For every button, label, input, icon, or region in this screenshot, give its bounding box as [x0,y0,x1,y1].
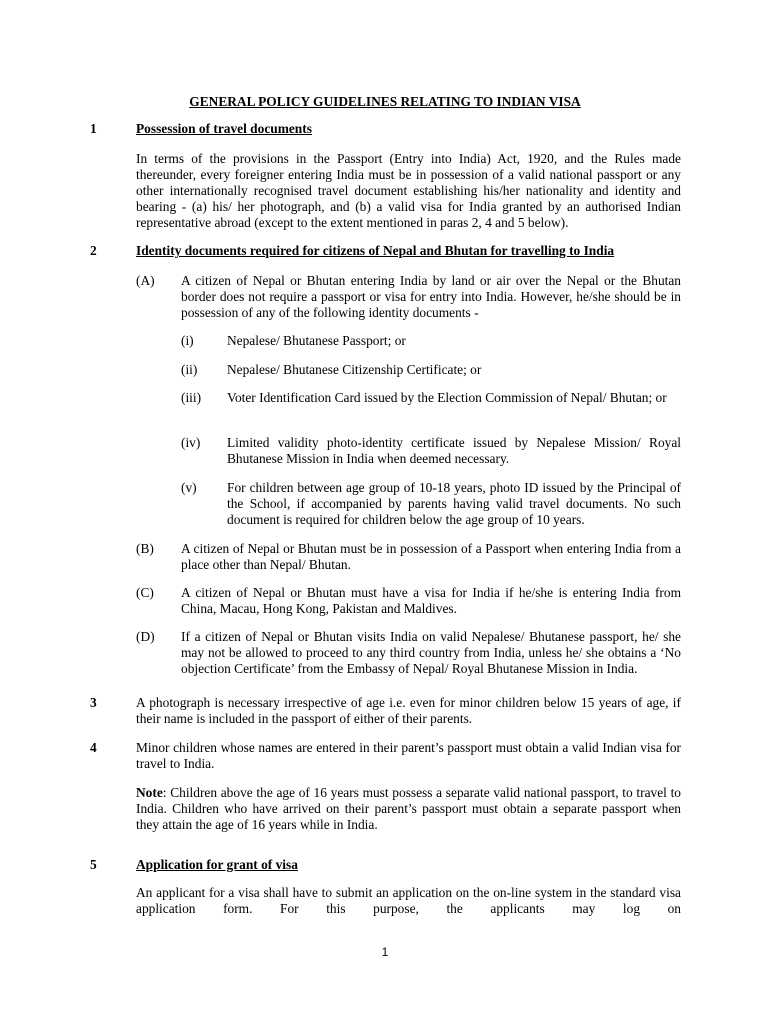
section-4-text: Minor children whose names are entered in their parent’s passport must obtain a valid Indian visa for travel to India. [136,740,681,771]
item-C-text: A citizen of Nepal or Bhutan must have a visa for India if he/she is entering India from China, Macau, Hong Kong, Pakistan and Maldives. [181,585,681,616]
subitem-iii-label: (iii) [181,390,202,405]
subitem-iv-label: (iv) [181,435,201,450]
item-A-text: A citizen of Nepal or Bhutan entering India by land or air over the Nepal or the Bhutan border does not require a passport or visa for entry into India. However, he/she should be in possession of any of the following identity documents - [181,273,681,320]
note-label: Note [136,785,163,800]
section-3-text: A photograph is necessary irrespective of age i.e. even for minor children below 15 years of age, if their name is included in the passport of either of their parents. [136,695,681,726]
subitem-iv-text: Limited validity photo-identity certificate issued by Nepalese Mission/ Royal Bhutanese Mission in India when deemed necessary. [227,435,681,466]
subitem-i-label: (i) [181,333,194,348]
item-C-label: (C) [136,585,154,600]
page-number: 1 [381,945,389,959]
subitem-i-text: Nepalese/ Bhutanese Passport; or [227,333,406,348]
section-4-note [136,785,681,833]
item-A-label: (A) [136,273,155,288]
document-title: GENERAL POLICY GUIDELINES RELATING TO INDIAN VISA [189,94,581,109]
subitem-iii-text: Voter Identification Card issued by the Election Commission of Nepal/ Bhutan; or [227,390,667,405]
section-5-number: 5 [90,857,97,872]
item-D-label: (D) [136,629,155,644]
section-5-text: An applicant for a visa shall have to submit an application on the on-line system in the standard visa application form. For this purpose, the applicants may log on [136,885,681,916]
item-D-text: If a citizen of Nepal or Bhutan visits India on valid Nepalese/ Bhutanese passport, he/ she may not be allowed to proceed to any third country from India, unless he/ she obtains a ‘No objection Certificate’ from the Embassy of Nepal/ Royal Bhutanese Mission in India. [181,629,681,676]
section-2-heading: Identity documents required for citizens of Nepal and Bhutan for travelling to India [136,243,615,258]
section-2-number: 2 [90,243,97,258]
subitem-ii-label: (ii) [181,362,198,377]
section-1-heading: Possession of travel documents [136,121,312,136]
item-B-text: A citizen of Nepal or Bhutan must be in possession of a Passport when entering India from a place other than Nepal/ Bhutan. [181,541,681,572]
subitem-v-label: (v) [181,480,197,495]
section-1-text: In terms of the provisions in the Passport (Entry into India) Act, 1920, and the Rules made thereunder, every foreigner entering India must be in possession of a valid national passport or any other internationally recognised travel document establishing his/her nationality and identity and bearing - (a) his/ her photograph, and (b) a valid visa for India granted by an authorised Indian representative abroad (except to the extent mentioned in paras 2, 4 and 5 below). [136,151,681,230]
subitem-ii-text: Nepalese/ Bhutanese Citizenship Certificate; or [227,362,482,377]
section-5-heading: Application for grant of visa [136,857,298,872]
item-B-label: (B) [136,541,154,556]
section-1-number: 1 [90,121,97,136]
section-4-number: 4 [90,740,97,755]
subitem-v-text: For children between age group of 10-18 years, photo ID issued by the Principal of the School, if accompanied by parents having valid travel documents. No such document is required for children below the age group of 10 years. [227,480,681,527]
note-text: : Children above the age of 16 years must possess a separate valid national passport, to travel to India. Children who have arrived on their parent’s passport must obtain a separate passport when they attain the age of 16 years while in India. [136,785,681,832]
section-3-number: 3 [90,695,97,710]
